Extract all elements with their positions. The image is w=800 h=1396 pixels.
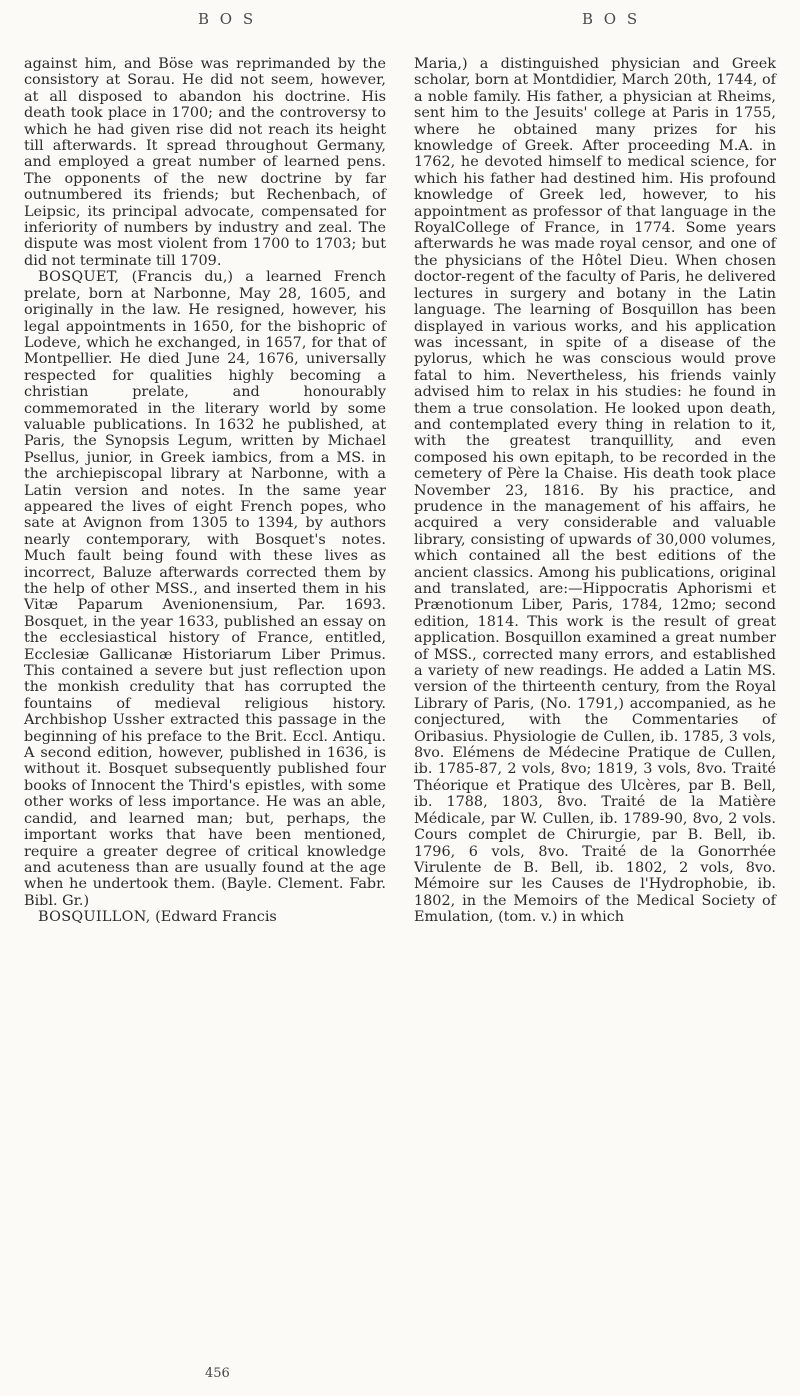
entry-bosquillon	[24, 909, 386, 925]
running-header-left: B O S	[198, 10, 257, 28]
entry-bosquet	[24, 269, 386, 909]
headword-bosquet: BOSQUET,	[38, 269, 120, 286]
entry-bosquet-body: (Francis du,) a learned French prelate, born at Narbonne, May 28, 1605, and originally in the law. He resigned, however, his legal appointments in 1650, for the bishopric of Lodeve, which he exchanged, in 1657, for that of Montpellier. He died June 24, 1676, universally respected for qualities highly becoming a christian prelate, and honourably commemorated in the literary world by some valuable publications. In 1632 he published, at Paris, the Synopsis Legum, written by Michael Psellus, junior, in Greek iambics, from a MS. in the archiepiscopal library at Narbonne, with a Latin version and notes. In the same year appeared the lives of eight French popes, who sate at Avignon from 1305 to 1394, by authors nearly contemporary, with Bosquet's notes. Much fault being found with these lives as incorrect, Baluze afterwards corrected them by the help of other MSS., and inserted them in his Vitæ Paparum Avenionensium, Par. 1693. Bosquet, in the year 1633, published an essay on the ecclesiastical history of France, entitled, Ecclesiæ Gallicanæ Historiarum Liber Primus. This contained a severe but just reflection upon the monkish credulity that has corrupted the fountains of medieval religious history. Archbishop Ussher extracted this passage in the beginning of his preface to the Brit. Eccl. Antiqu. A second edition, however, published in 1636, is without it. Bosquet subsequently published four books of Innocent the Third's epistles, with some other works of less importance. He was an able, candid, and learned man; but, perhaps, the important works that have been mentioned, require a greater degree of critical knowledge and acuteness than are usually found at the age when he undertook them. (Bayle. Clement. Fabr. Bibl. Gr.)	[24, 269, 386, 909]
right-column	[414, 56, 776, 926]
entry-bosquillon-continuation: Maria,) a distinguished physician and Greek scholar, born at Montdidier, March 20th, 1744, of a noble family. His father, a physician at Rheims, sent him to the Jesuits' college at Paris in 1755, where he obtained many prizes for his knowledge of Greek. After proceeding M.A. in 1762, he devoted himself to medical science, for which his father had destined him. His profound knowledge of Greek led, however, to his appointment as professor of that language in the RoyalCollege of France, in 1774. Some years afterwards he was made royal censor, and one of the physicians of the Hôtel Dieu. When chosen doctor-regent of the faculty of Paris, he delivered lectures in surgery and botany in the Latin language. The learning of Bosquillon has been displayed in various works, and his application was incessant, in spite of a disease of the pylorus, which he was conscious would prove fatal to him. Nevertheless, his friends vainly advised him to relax in his studies: he found in them a true consolation. He looked upon death, and contemplated every thing in relation to it, with the greatest tranquillity, and even composed his own epitaph, to be recorded in the cemetery of Père la Chaise. His death took place November 23, 1816. By his practice, and prudence in the management of his affairs, he acquired a very considerable and valuable library, consisting of upwards of 30,000 volumes, which contained all the best editions of the ancient classics. Among his publications, original and translated, are:—Hippocratis Aphorismi et Prænotionum Liber, Paris, 1784, 12mo; second edition, 1814. This work is the result of great application. Bosquillon examined a great number of MSS., corrected many errors, and established a variety of new readings. He added a Latin MS. version of the thirteenth century, from the Royal Library of Paris, (No. 1791,) accompanied, as he conjectured, with the Commentaries of Oribasius. Physiologie de Cullen, ib. 1785, 3 vols, 8vo. Elémens de Médecine Pratique de Cullen, ib. 1785-87, 2 vols, 8vo; 1819, 3 vols, 8vo. Traité Théorique et Pratique des Ulcères, par B. Bell, ib. 1788, 1803, 8vo. Traité de la Matière Médicale, par W. Cullen, ib. 1789-90, 8vo, 2 vols. Cours complet de Chirurgie, par B. Bell, ib. 1796, 6 vols, 8vo. Traité de la Gonorrhée Virulente de B. Bell, ib. 1802, 2 vols, 8vo. Mémoire sur les Causes de l'Hydrophobie, ib. 1802, in the Memoirs of the Medical Society of Emulation, (tom. v.) in which	[414, 56, 776, 926]
entry-bosquillon-start: (Edward Francis	[150, 909, 277, 926]
headword-bosquillon: BOSQUILLON,	[38, 909, 151, 926]
continuation-paragraph: against him, and Böse was reprimanded by the consistory at Sorau. He did not seem, however, at all disposed to abandon his doctrine. His death took place in 1700; and the controversy to which he had given rise did not reach its height till afterwards. It spread throughout Germany, and employed a great number of learned pens. The opponents of the new doctrine by far outnumbered its friends; but Rechenbach, of Leipsic, its principal advocate, compensated for inferiority of numbers by industry and zeal. The dispute was most violent from 1700 to 1703; but did not terminate till 1709.	[24, 56, 386, 269]
page-number: 456	[205, 1366, 230, 1381]
left-column	[24, 56, 386, 926]
running-header-right: B O S	[582, 10, 641, 28]
